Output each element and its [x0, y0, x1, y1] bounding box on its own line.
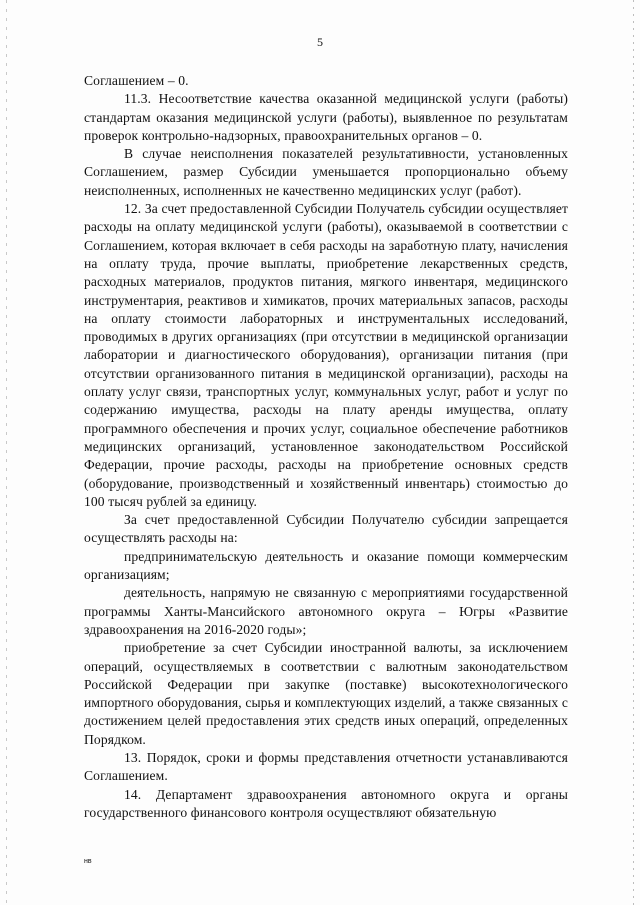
paragraph: Соглашением – 0.	[84, 73, 189, 88]
scan-edge-left	[6, 0, 7, 905]
paragraph: 14. Департамент здравоохранения автономного округа и органы государственного финансового контроля осуществляют обязательную	[84, 786, 568, 820]
scan-edge-right	[633, 0, 634, 905]
paragraph: В случае неисполнения показателей результативности, установленных Соглашением, размер Субсидии уменьшается пропорционально объему неисполненных, исполненных не качественно медицинских услуг (работ).	[84, 146, 568, 198]
paragraph: деятельность, напрямую не связанную с мероприятиями государственной программы Ханты-Мансийского автономного округа – Югры «Развитие здравоохранения на 2016-2020 годы»;	[84, 585, 568, 637]
paragraph: предпринимательскую деятельность и оказание помощи коммерческим организациям;	[84, 548, 568, 583]
paragraph: 11.3. Несоответствие качества оказанной медицинской услуги (работы) стандартам оказания медицинской услуги (работы), выявленное по результатам проверок контрольно-надзорных, правоохранительных органов – 0.	[84, 91, 568, 143]
paragraph: За счет предоставленной Субсидии Получателю субсидии запрещается осуществлять расходы на:	[84, 512, 568, 546]
paragraph: 13. Порядок, сроки и формы представления отчетности устанавливаются Соглашением.	[84, 749, 568, 784]
paragraph: 12. За счет предоставленной Субсидии Получатель субсидии осуществляет расходы на оплату медицинской услуги (работы), оказываемой в соответствии с Соглашением, которая включает в себя расходы на заработную плату, начисления на оплату труда, прочие выплаты, приобретение лекарственных средств, расходных материалов, продуктов питания, мягкого инвентаря, медицинского инструментария, реактивов и химикатов, прочих материальных запасов, расходы на оплату стоимости лабораторных и инструментальных исследований, проводимых в других организациях (при отсутствии в медицинской организации лаборатории и диагностического оборудования), организации питания (при отсутствии организованного питания в медицинской организации), расходы на оплату услуг связи, транспортных услуг, коммунальных услуг, работ и услуг по содержанию имущества, расходы на плату аренды имущества, оплату программного обеспечения и прочих услуг, социальное обеспечение работников медицинских организаций, установленное законодательством Российской Федерации, прочие расходы, расходы на приобретение основных средств (оборудование, производственный и хозяйственный инвентарь) стоимостью до 100 тысяч рублей за единицу.	[84, 201, 568, 509]
document-body	[84, 72, 568, 822]
footer-initials: нв	[84, 858, 92, 865]
paragraph: приобретение за счет Субсидии иностранной валюты, за исключением операций, осуществляемых в соответствии с валютным законодательством Российской Федерации при закупке (поставке) высокотехнологического импортного оборудования, сырья и комплектующих изделий, а также связанных с достижением целей предоставления этих средств иных операций, определенных Порядком.	[84, 640, 568, 747]
page-number: 5	[317, 35, 323, 49]
